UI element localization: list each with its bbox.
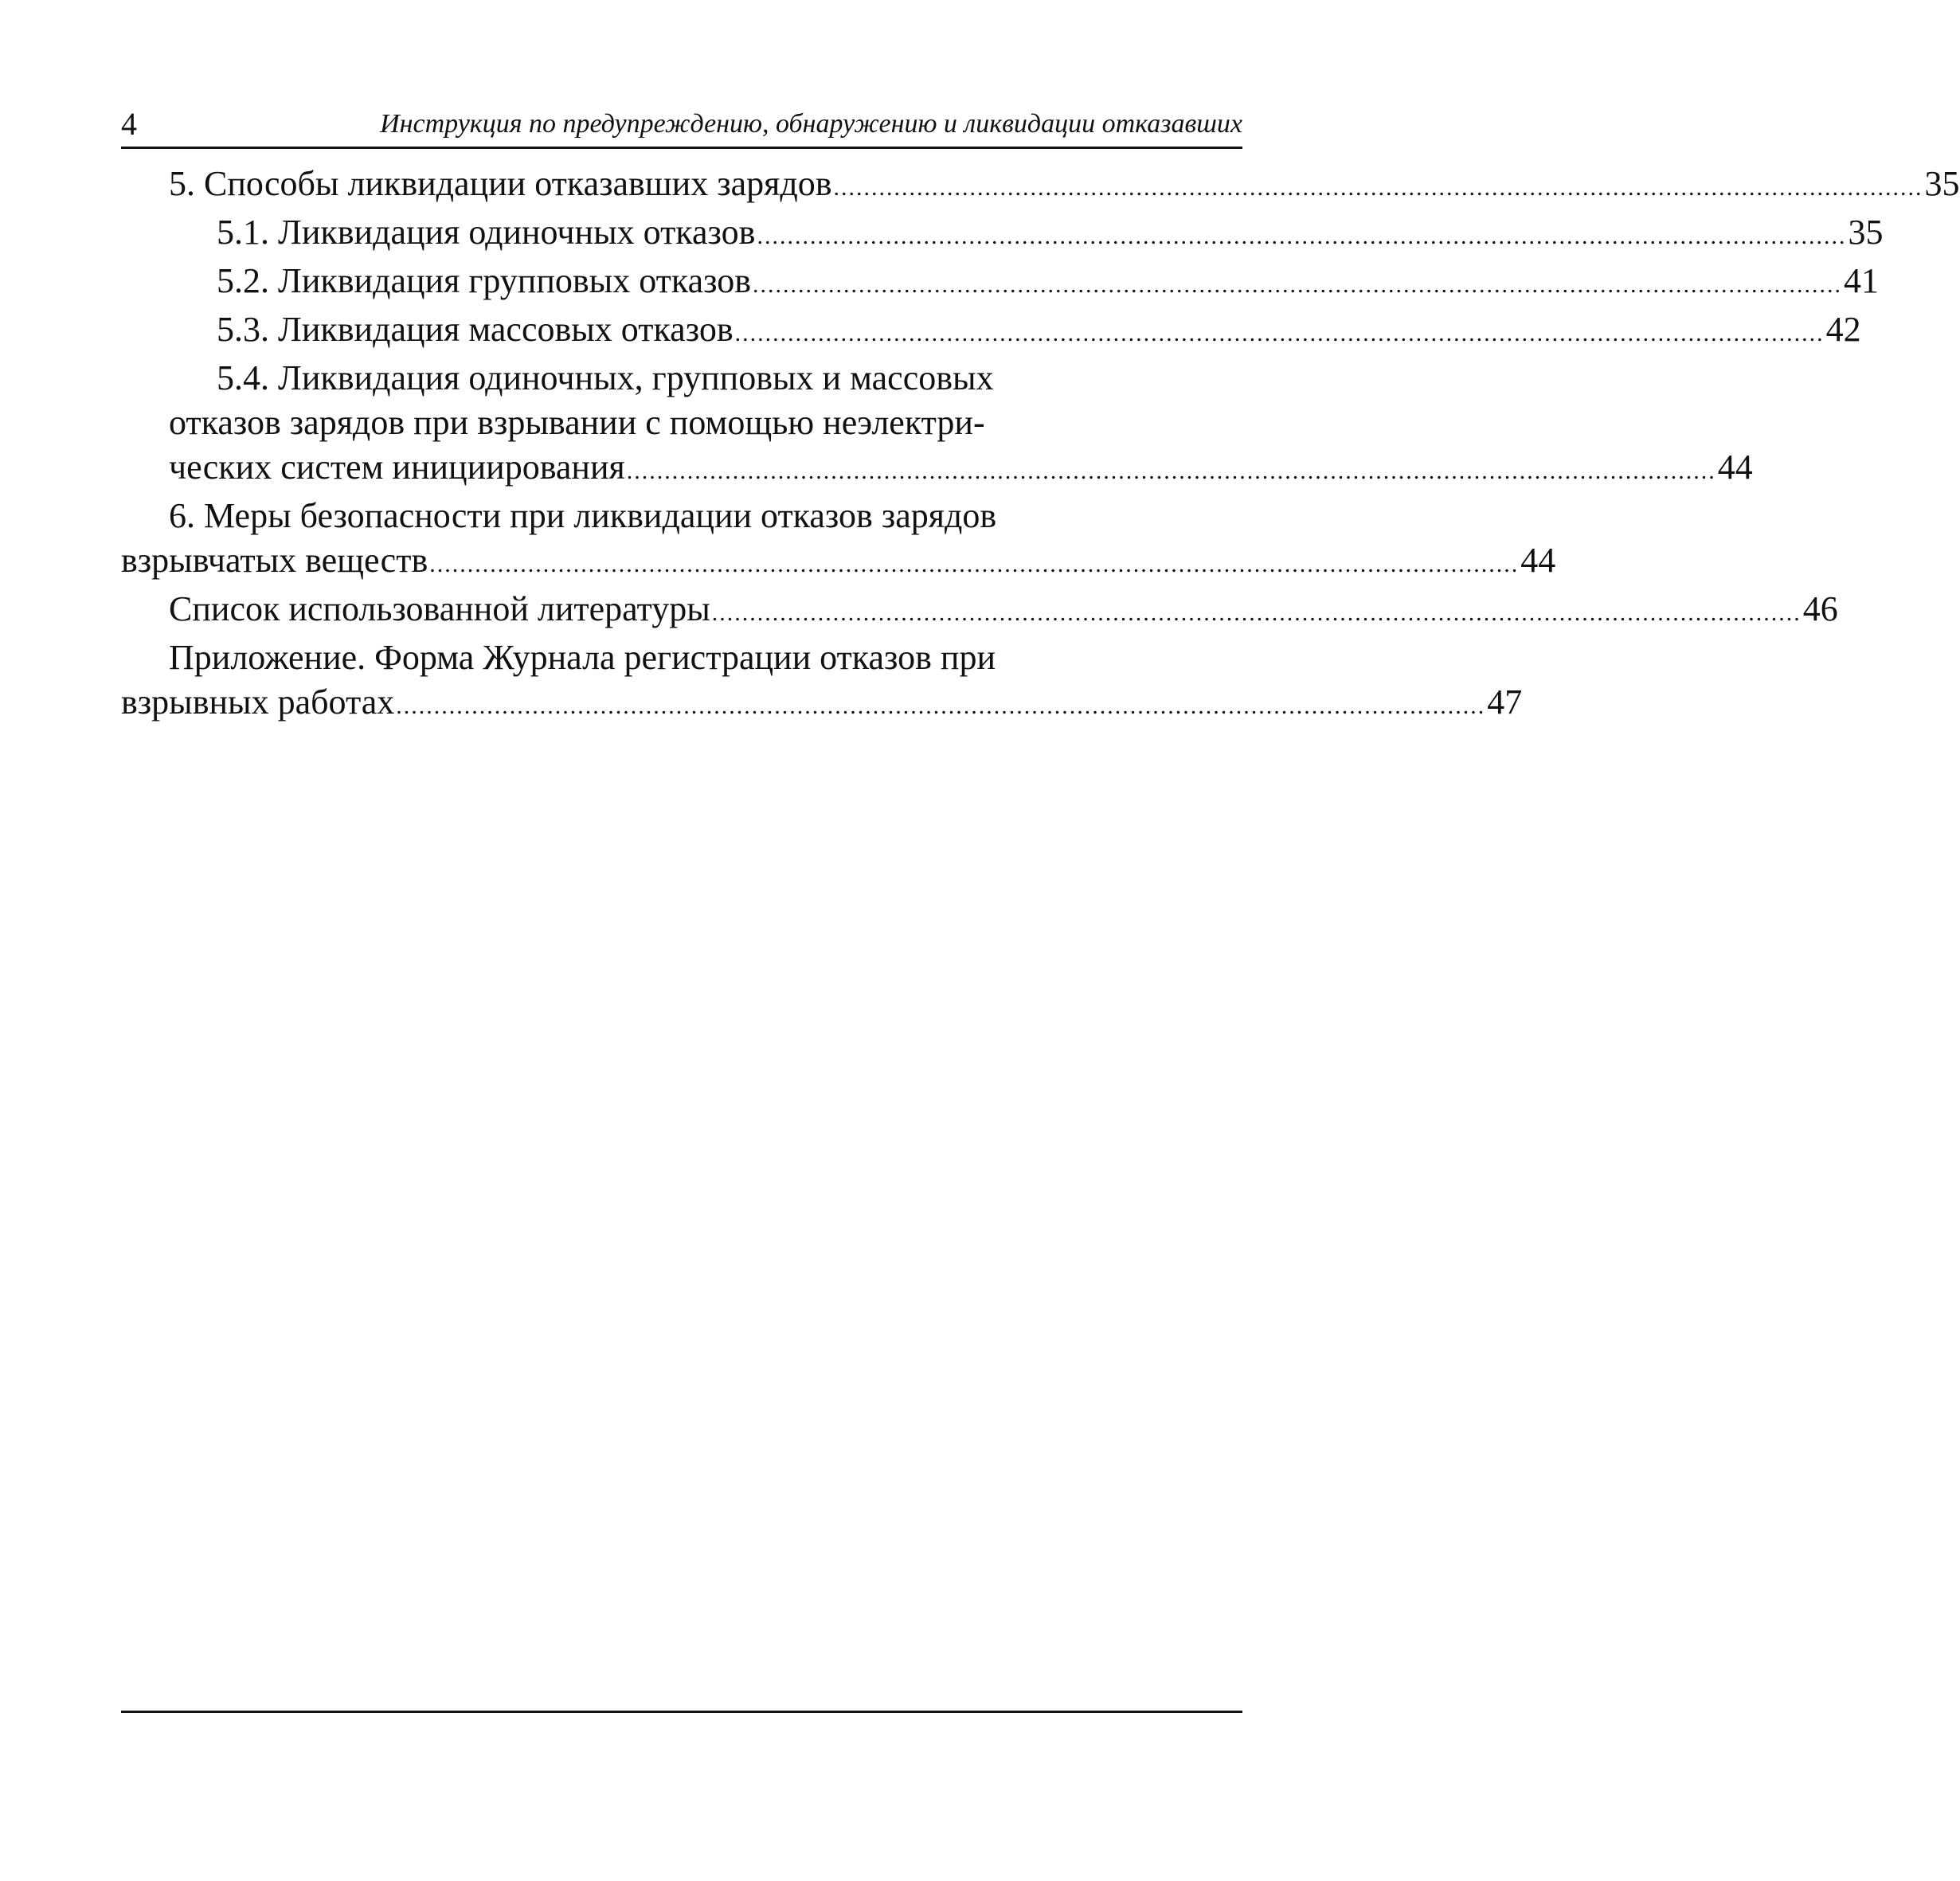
toc-entry-section-6[interactable] <box>121 494 1556 587</box>
dot-leader: ................................................................................................................................................ <box>757 223 1847 249</box>
toc-entry-section-5-4[interactable] <box>121 356 1753 494</box>
toc-entry-title-line: отказов зарядов при взрывании с помощью неэлектри- <box>169 403 985 442</box>
toc-entry-title-line: 6. Меры безопасности при ликвидации отказов зарядов <box>169 496 997 535</box>
toc-entry-title-line: взрывчатых веществ <box>121 541 428 580</box>
running-title: Инструкция по предупреждению, обнаружению и ликвидации отказавших <box>380 109 1242 139</box>
dot-leader: ................................................................................................................................................ <box>734 320 1825 346</box>
toc-page-number: 35 <box>1848 213 1884 252</box>
toc-entry-title: 5.1. Ликвидация одиночных отказов <box>217 213 756 252</box>
page-header <box>121 102 1242 149</box>
toc-entry-title: Список использованной литературы <box>169 589 710 628</box>
dot-leader: ................................................................................................................................................ <box>429 551 1520 577</box>
dot-leader: ................................................................................................................................................ <box>626 458 1716 484</box>
toc-page-number: 44 <box>1717 448 1753 487</box>
toc-entry-title-line: Приложение. Форма Журнала регистрации отказов при <box>169 638 996 677</box>
toc-page-number: 42 <box>1825 310 1861 349</box>
dot-leader: ................................................................................................................................................ <box>711 600 1802 626</box>
toc-entry-section-5[interactable] <box>121 162 1960 210</box>
footer-rule <box>121 1711 1242 1713</box>
toc-page-number: 47 <box>1487 682 1523 722</box>
toc-entry-title-line: ческих систем инициирования <box>169 448 625 487</box>
toc-entry-title-line: 5.4. Ликвидация одиночных, групповых и массовых <box>217 358 994 397</box>
toc-entry-section-5-3[interactable] <box>121 307 1861 356</box>
toc-entry-title: 5. Способы ликвидации отказавших зарядов <box>169 164 832 203</box>
toc-entry-title: 5.3. Ликвидация массовых отказов <box>217 310 734 349</box>
page-number: 4 <box>121 106 137 142</box>
toc-page-number: 44 <box>1520 541 1556 580</box>
toc-entry-appendix[interactable] <box>121 635 1523 729</box>
dot-leader: ................................................................................................................................................ <box>753 272 1843 298</box>
toc-entry-title-line: взрывных работах <box>121 682 395 722</box>
toc-entry-section-5-1[interactable] <box>121 210 1884 259</box>
toc-page-number: 35 <box>1924 164 1960 203</box>
table-of-contents <box>121 162 1960 729</box>
dot-leader: ................................................................................................................................................ <box>833 174 1923 201</box>
toc-page-number: 41 <box>1844 261 1880 300</box>
toc-entry-section-5-2[interactable] <box>121 259 1880 307</box>
toc-entry-references[interactable] <box>121 587 1838 635</box>
dot-leader: ................................................................................................................................................ <box>396 693 1486 719</box>
toc-page-number: 46 <box>1802 589 1838 628</box>
toc-entry-title: 5.2. Ликвидация групповых отказов <box>217 261 752 300</box>
